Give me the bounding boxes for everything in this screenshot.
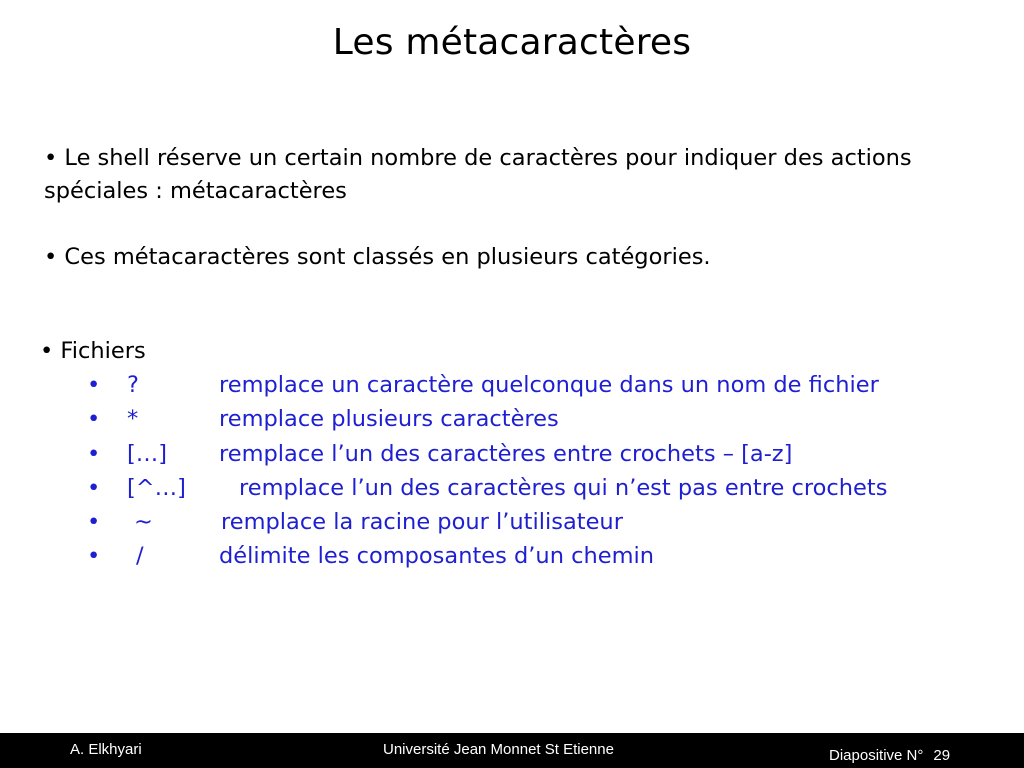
intro-text (44, 142, 984, 274)
bullet: • (87, 475, 101, 501)
footer-university: Université Jean Monnet St Etienne (383, 741, 614, 758)
metachar-description: remplace un caractère quelconque dans un nom de fichier (219, 372, 879, 398)
metachar-description: remplace la racine pour l’utilisateur (221, 509, 623, 535)
footer-slide-number (829, 747, 950, 764)
bullet: • (87, 543, 101, 569)
metachar-symbol: [^…] (127, 475, 186, 501)
section-heading-fichiers: • Fichiers (40, 338, 146, 364)
slide-number-label: Diapositive N° (829, 747, 924, 764)
intro-line-categories: • Ces métacaractères sont classés en plusieurs catégories. (44, 244, 711, 270)
slide-footer (0, 733, 1024, 768)
slide-title: Les métacaractères (332, 22, 692, 63)
metachar-description: remplace l’un des caractères entre crochets – [a-z] (219, 441, 793, 467)
bullet: • (87, 372, 101, 398)
bullet: • (87, 441, 101, 467)
metachar-symbol: ~ (134, 509, 153, 535)
slide-number-value: 29 (933, 747, 951, 764)
metachar-description: remplace l’un des caractères qui n’est pas entre crochets (239, 475, 888, 501)
footer-author: A. Elkhyari (70, 741, 142, 758)
intro-line-shell: • Le shell réserve un certain nombre de caractères pour indiquer des actions spéciales : métacaractères (44, 145, 912, 204)
metachar-symbol: ? (127, 372, 139, 398)
metachar-symbol: * (127, 406, 139, 432)
bullet: • (87, 509, 101, 535)
metachar-symbol: […] (127, 441, 168, 467)
metachar-description: délimite les composantes d’un chemin (219, 543, 655, 569)
metachar-description: remplace plusieurs caractères (219, 406, 559, 432)
bullet: • (87, 406, 101, 432)
metachar-symbol: / (136, 543, 144, 569)
